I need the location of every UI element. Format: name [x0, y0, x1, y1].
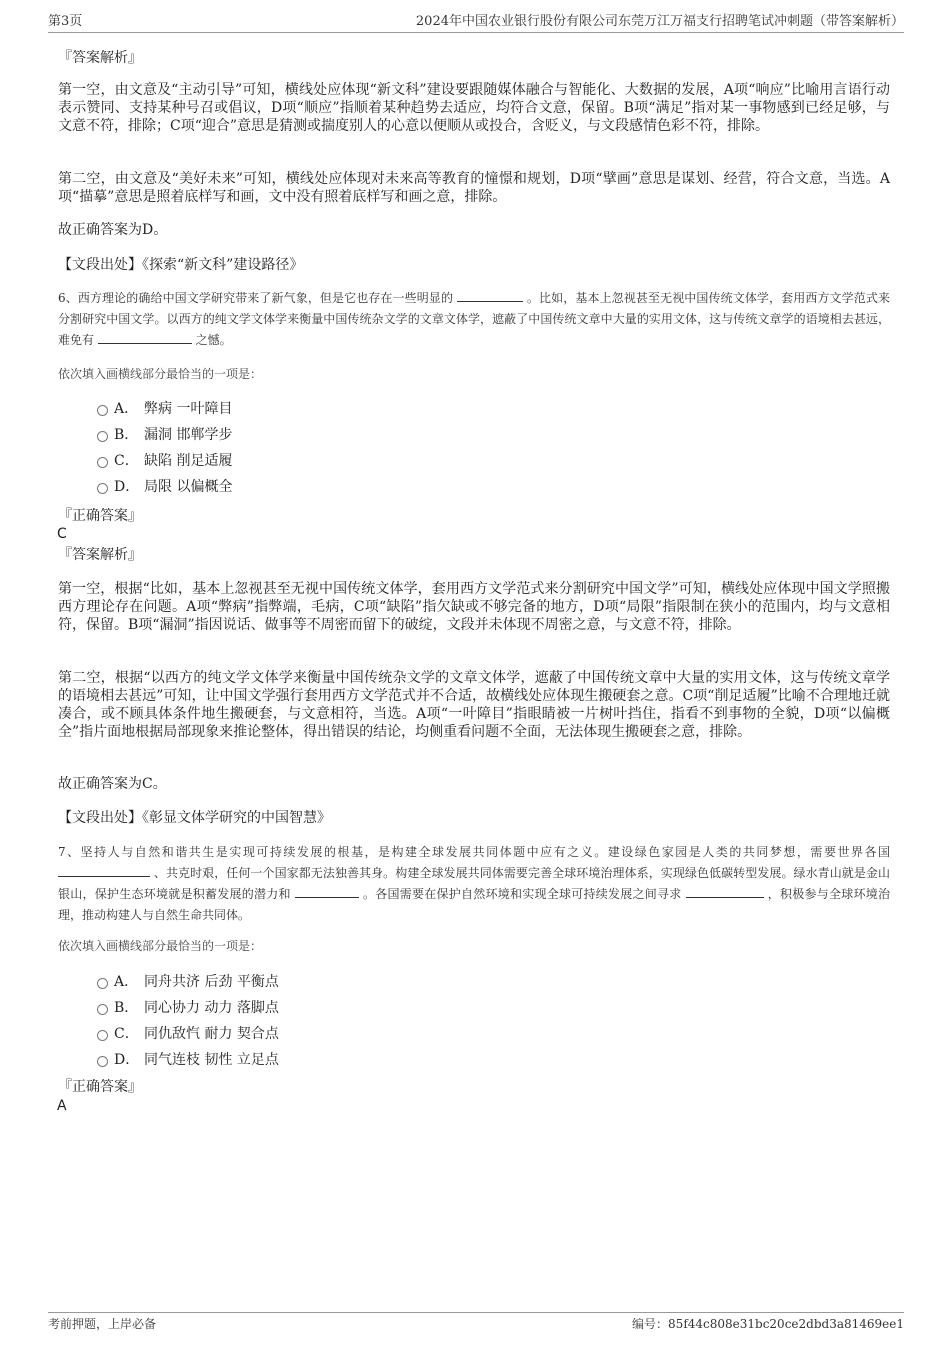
correct-answer-label: 『正确答案』	[58, 1079, 142, 1095]
radio-icon[interactable]	[97, 457, 108, 468]
footer-slogan: 考前押题，上岸必备	[48, 1317, 157, 1331]
option-a[interactable]: A． 同舟共济 后劲 平衡点	[97, 973, 279, 991]
radio-icon[interactable]	[97, 431, 108, 442]
question-6-stem: 6、西方理论的确给中国文学研究带来了新气象，但是它也存在一些明显的 。比如，基本上忽视甚至无视中国传统文体学，套用西方文学范式来分割研究中国文学。以西方的纯文学文体学来衡量中国传统杂文学的文章文体学，遮蔽了中国传统文章中大量的实用文体，这与传统文章学的语境相去甚远，难免有 之憾。	[58, 291, 890, 347]
analysis-paragraph-2: 第二空，根据“以西方的纯文学文体学来衡量中国传统杂文学的文章文体学，遮蔽了中国传统文章中大量的实用文体，这与传统文章学的语境相去甚远”可知，让中国文学强行套用西方文学范式并不合适，故横线处应体现生搬硬套之意。C项“削足适履”比喻不合理地迁就凑合，或不顾具体条件地生搬硬套，与文意相符，当选。A项“一叶障目”指眼睛被一片树叶挡住，指看不到事物的全貌，D项“以偏概全”指片面地根据局部现象来推论整体，得出错误的结论，均侧重看问题不全面，无法体现生搬硬套之意，排除。	[58, 670, 890, 740]
answer-blank	[295, 885, 359, 898]
radio-icon[interactable]	[97, 405, 108, 416]
option-c[interactable]: C． 缺陷 削足适履	[97, 452, 232, 470]
analysis-paragraph-1: 第一空，根据“比如，基本上忽视甚至无视中国传统文体学，套用西方文学范式来分割研究中国文学”可知，横线处应体现中国文学照搬西方理论存在问题。A项“弊病”指弊端，毛病，C项“缺陷”指欠缺或不够完备的地方，D项“局限”指限制在狭小的范围内，均与文意相符，保留。B项“漏洞”指因说话、做事等不周密而留下的破绽，文段并未体现不周密之意，与文意不符，排除。	[58, 581, 890, 633]
radio-icon[interactable]	[97, 1056, 108, 1067]
option-d[interactable]: D． 同气连枝 韧性 立足点	[97, 1051, 279, 1069]
option-c[interactable]: C． 同仇敌忾 耐力 契合点	[97, 1025, 279, 1043]
analysis-paragraph-1: 第一空，由文意及“主动引导”可知，横线处应体现“新文科”建设要跟随媒体融合与智能化、大数据的发展，A项“响应”比喻用言语行动表示赞同、支持某种号召或倡议，D项“顺应”指顺着某种趋势去适应，均符合文意，保留。B项“满足”指对某一事物感到已经足够，与文意不符，排除；C项“迎合”意思是猜测或揣度别人的心意以便顺从或投合，含贬义，与文段感情色彩不符，排除。	[58, 82, 890, 134]
analysis-label: 『答案解析』	[58, 50, 142, 66]
page-header	[48, 12, 904, 33]
answer-blank	[686, 885, 764, 898]
conclusion: 故正确答案为C。	[58, 776, 167, 792]
question-7-stem: 7、坚持人与自然和谐共生是实现可持续发展的根基，是构建全球发展共同体题中应有之义。建设绿色家园是人类的共同梦想，需要世界各国 、共克时艰，任何一个国家都无法独善其身。构建全球发展共同体需要完善全球环境治理体系，实现绿色低碳转型发展。绿水青山就是金山银山，保护生态环境就是积蓄发展的潜力和 。各国需要在保护自然环境和实现全球可持续发展之间寻求 ，积极参与全球环境治理，推动构建人与自然生命共同体。	[58, 845, 890, 922]
answer-blank	[457, 289, 523, 302]
source-citation: 【文段出处】《彰显文体学研究的中国智慧》	[58, 810, 331, 826]
option-b[interactable]: B． 漏洞 邯郸学步	[97, 426, 232, 444]
conclusion: 故正确答案为D。	[58, 222, 168, 238]
option-d[interactable]: D． 局限 以偏概全	[97, 478, 232, 496]
document-title: 2024年中国农业银行股份有限公司东莞万江万福支行招聘笔试冲刺题（带答案解析）	[415, 14, 904, 29]
radio-icon[interactable]	[97, 483, 108, 494]
analysis-label: 『答案解析』	[58, 547, 142, 563]
source-citation: 【文段出处】《探索“新文科”建设路径》	[58, 257, 304, 273]
option-a[interactable]: A． 弊病 一叶障目	[97, 400, 232, 418]
document-id: 编号：85f44c808e31bc20ce2dbd3a81469ee1	[632, 1317, 904, 1331]
option-b[interactable]: B． 同心协力 动力 落脚点	[97, 999, 279, 1017]
correct-answer: A	[57, 1098, 67, 1114]
correct-answer: C	[57, 526, 67, 542]
analysis-paragraph-2: 第二空，由文意及“美好未来”可知，横线处应体现对未来高等教育的憧憬和规划，D项“擘画”意思是谋划、经营，符合文意，当选。A项“描摹”意思是照着底样写和画，文中没有照着底样写和画之意，排除。	[58, 171, 890, 205]
question-instruction: 依次填入画横线部分最恰当的一项是：	[58, 367, 263, 381]
radio-icon[interactable]	[97, 1004, 108, 1015]
page-number: 第3页	[48, 14, 83, 29]
correct-answer-label: 『正确答案』	[58, 508, 142, 524]
radio-icon[interactable]	[97, 1030, 108, 1041]
radio-icon[interactable]	[97, 978, 108, 989]
answer-blank	[98, 331, 192, 344]
question-instruction: 依次填入画横线部分最恰当的一项是：	[58, 939, 263, 953]
page-footer	[48, 1312, 904, 1331]
answer-blank	[58, 864, 150, 877]
